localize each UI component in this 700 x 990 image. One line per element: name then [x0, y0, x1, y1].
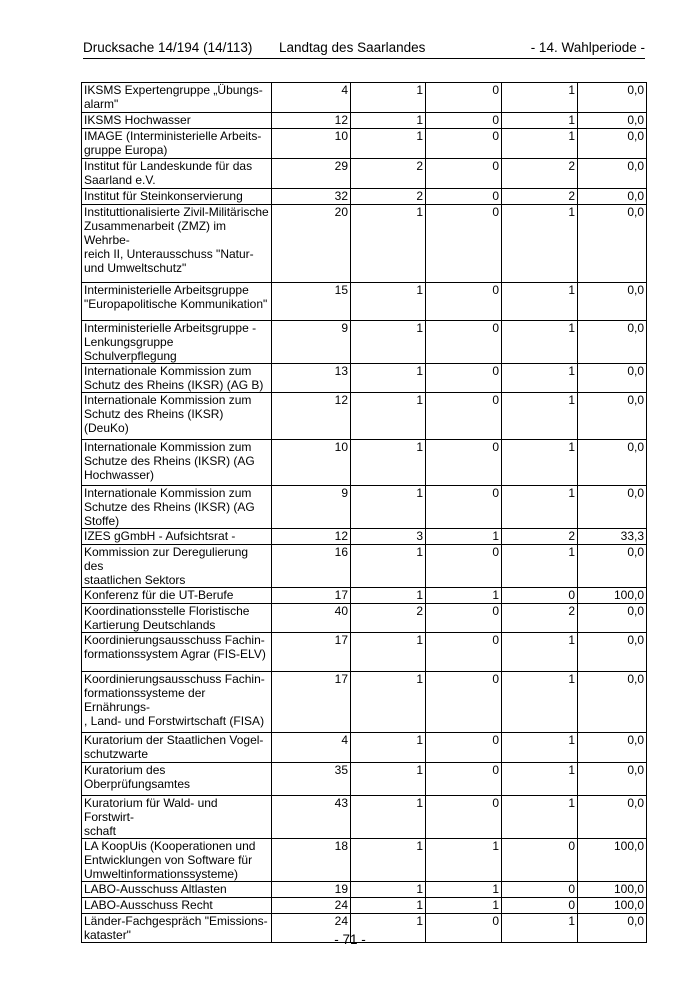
appointed-count-cell: 1 [351, 393, 426, 440]
body-name-cell: LA KoopUis (Kooperationen und Entwicklungen von Software für Umweltinformationssysteme) [82, 839, 272, 882]
women-share-cell: 0,0 [578, 159, 647, 189]
women-share-cell: 100,0 [578, 882, 647, 898]
appointed-count-cell: 1 [351, 545, 426, 588]
men-count-cell: 0 [502, 898, 578, 914]
body-name-cell: Koordinationsstelle Floristische Kartierung Deutschlands [82, 604, 272, 633]
women-share-cell: 0,0 [578, 914, 647, 943]
women-share-cell: 0,0 [578, 604, 647, 633]
appointed-count-cell: 1 [351, 882, 426, 898]
women-share-cell: 100,0 [578, 898, 647, 914]
women-count-cell: 1 [426, 529, 502, 545]
appointed-count-cell: 1 [351, 364, 426, 393]
member-count-cell: 15 [272, 283, 351, 321]
women-count-cell: 0 [426, 283, 502, 321]
men-count-cell: 1 [502, 796, 578, 839]
appointed-count-cell: 1 [351, 440, 426, 486]
member-count-cell: 9 [272, 486, 351, 529]
body-name-cell: Kuratorium für Wald- und Forstwirt- schaft [82, 796, 272, 839]
body-name-cell: Instituttionalisierte Zivil-Militärische Zusammenarbeit (ZMZ) im Wehrbe- reich II, Unterausschuss "Natur- und Umweltschutz" [82, 205, 272, 283]
member-count-cell: 12 [272, 113, 351, 129]
appointed-count-cell: 1 [351, 321, 426, 364]
women-share-cell: 0,0 [578, 364, 647, 393]
women-count-cell: 0 [426, 763, 502, 796]
body-name-cell: Internationale Kommission zum Schutze des Rheins (IKSR) (AG Hochwasser) [82, 440, 272, 486]
appointed-count-cell: 2 [351, 604, 426, 633]
women-share-cell: 0,0 [578, 440, 647, 486]
women-count-cell: 0 [426, 796, 502, 839]
women-count-cell: 1 [426, 588, 502, 604]
table-row [82, 763, 647, 796]
table-row [82, 672, 647, 733]
men-count-cell: 2 [502, 529, 578, 545]
table-row [82, 633, 647, 672]
women-count-cell: 0 [426, 545, 502, 588]
women-share-cell: 33,3 [578, 529, 647, 545]
women-share-cell: 0,0 [578, 321, 647, 364]
table-row [82, 440, 647, 486]
women-share-cell: 0,0 [578, 283, 647, 321]
men-count-cell: 0 [502, 882, 578, 898]
table-row [82, 321, 647, 364]
member-count-cell: 20 [272, 205, 351, 283]
appointed-count-cell: 1 [351, 839, 426, 882]
men-count-cell: 1 [502, 283, 578, 321]
member-count-cell: 17 [272, 672, 351, 733]
women-count-cell: 0 [426, 914, 502, 943]
appointed-count-cell: 1 [351, 733, 426, 763]
women-share-cell: 0,0 [578, 189, 647, 205]
men-count-cell: 1 [502, 83, 578, 113]
men-count-cell: 1 [502, 486, 578, 529]
women-count-cell: 0 [426, 393, 502, 440]
member-count-cell: 4 [272, 733, 351, 763]
body-name-cell: Interministerielle Arbeitsgruppe - Lenkungsgruppe Schulverpflegung [82, 321, 272, 364]
appointed-count-cell: 1 [351, 205, 426, 283]
women-share-cell: 0,0 [578, 129, 647, 159]
table-row [82, 189, 647, 205]
body-name-cell: Konferenz für die UT-Berufe [82, 588, 272, 604]
member-count-cell: 9 [272, 321, 351, 364]
member-count-cell: 13 [272, 364, 351, 393]
women-share-cell: 0,0 [578, 763, 647, 796]
men-count-cell: 1 [502, 205, 578, 283]
appointed-count-cell: 1 [351, 763, 426, 796]
member-count-cell: 40 [272, 604, 351, 633]
men-count-cell: 1 [502, 364, 578, 393]
body-name-cell: Kommission zur Deregulierung des staatlichen Sektors [82, 545, 272, 588]
table-row [82, 604, 647, 633]
body-name-cell: Institut für Landeskunde für das Saarland e.V. [82, 159, 272, 189]
men-count-cell: 1 [502, 545, 578, 588]
appointed-count-cell: 2 [351, 159, 426, 189]
member-count-cell: 32 [272, 189, 351, 205]
page-header [83, 40, 645, 58]
women-share-cell: 100,0 [578, 588, 647, 604]
table-row [82, 529, 647, 545]
women-count-cell: 0 [426, 321, 502, 364]
body-name-cell: Internationale Kommission zum Schutze des Rheins (IKSR) (AG Stoffe) [82, 486, 272, 529]
member-count-cell: 18 [272, 839, 351, 882]
table-row [82, 283, 647, 321]
table-row [82, 113, 647, 129]
table-row [82, 83, 647, 113]
women-count-cell: 0 [426, 364, 502, 393]
women-count-cell: 1 [426, 839, 502, 882]
men-count-cell: 2 [502, 159, 578, 189]
member-count-cell: 12 [272, 529, 351, 545]
table-row [82, 159, 647, 189]
legislative-period: - 14. Wahlperiode - [530, 40, 645, 55]
appointed-count-cell: 1 [351, 129, 426, 159]
body-name-cell: Internationale Kommission zum Schutz des Rheins (IKSR) (DeuKo) [82, 393, 272, 440]
women-share-cell: 0,0 [578, 486, 647, 529]
women-count-cell: 0 [426, 633, 502, 672]
member-count-cell: 24 [272, 898, 351, 914]
women-share-cell: 0,0 [578, 633, 647, 672]
women-count-cell: 0 [426, 83, 502, 113]
women-count-cell: 0 [426, 486, 502, 529]
table-row [82, 733, 647, 763]
women-share-cell: 0,0 [578, 393, 647, 440]
women-share-cell: 0,0 [578, 672, 647, 733]
appointed-count-cell: 2 [351, 189, 426, 205]
body-name-cell: Kuratorium der Staatlichen Vogel- schutzwarte [82, 733, 272, 763]
appointed-count-cell: 1 [351, 914, 426, 943]
body-name-cell: Koordinierungsausschuss Fachin- formationssysteme der Ernährungs- , Land- und Forstwirtschaft (FISA) [82, 672, 272, 733]
body-name-cell: IKSMS Hochwasser [82, 113, 272, 129]
member-count-cell: 24 [272, 914, 351, 943]
member-count-cell: 29 [272, 159, 351, 189]
body-name-cell: Koordinierungsausschuss Fachin- formationssystem Agrar (FIS-ELV) [82, 633, 272, 672]
women-share-cell: 0,0 [578, 113, 647, 129]
men-count-cell: 1 [502, 129, 578, 159]
men-count-cell: 0 [502, 588, 578, 604]
women-count-cell: 1 [426, 898, 502, 914]
women-count-cell: 0 [426, 440, 502, 486]
body-name-cell: IMAGE (Interministerielle Arbeits- gruppe Europa) [82, 129, 272, 159]
women-count-cell: 0 [426, 604, 502, 633]
women-share-cell: 100,0 [578, 839, 647, 882]
women-share-cell: 0,0 [578, 83, 647, 113]
men-count-cell: 2 [502, 604, 578, 633]
appointed-count-cell: 3 [351, 529, 426, 545]
appointed-count-cell: 1 [351, 83, 426, 113]
table-row [82, 796, 647, 839]
member-count-cell: 19 [272, 882, 351, 898]
committee-table [81, 82, 647, 943]
women-count-cell: 0 [426, 113, 502, 129]
men-count-cell: 1 [502, 113, 578, 129]
appointed-count-cell: 1 [351, 283, 426, 321]
body-name-cell: Institut für Steinkonservierung [82, 189, 272, 205]
table-row [82, 882, 647, 898]
body-name-cell: IKSMS Expertengruppe „Übungs- alarm" [82, 83, 272, 113]
table-row [82, 129, 647, 159]
men-count-cell: 2 [502, 189, 578, 205]
women-share-cell: 0,0 [578, 733, 647, 763]
member-count-cell: 17 [272, 588, 351, 604]
appointed-count-cell: 1 [351, 672, 426, 733]
women-count-cell: 0 [426, 189, 502, 205]
member-count-cell: 4 [272, 83, 351, 113]
men-count-cell: 1 [502, 321, 578, 364]
body-name-cell: Länder-Fachgespräch "Emissions- kataster" [82, 914, 272, 943]
women-count-cell: 0 [426, 129, 502, 159]
table-row [82, 839, 647, 882]
body-name-cell: LABO-Ausschuss Altlasten [82, 882, 272, 898]
table-row [82, 898, 647, 914]
women-count-cell: 0 [426, 205, 502, 283]
body-name-cell: Interministerielle Arbeitsgruppe "Europapolitische Kommunikation" [82, 283, 272, 321]
men-count-cell: 1 [502, 672, 578, 733]
document-reference: Drucksache 14/194 (14/113) [83, 40, 253, 55]
body-name-cell: Internationale Kommission zum Schutz des Rheins (IKSR) (AG B) [82, 364, 272, 393]
women-count-cell: 0 [426, 733, 502, 763]
appointed-count-cell: 1 [351, 796, 426, 839]
table-row [82, 205, 647, 283]
appointed-count-cell: 1 [351, 588, 426, 604]
men-count-cell: 1 [502, 393, 578, 440]
appointed-count-cell: 1 [351, 486, 426, 529]
women-share-cell: 0,0 [578, 545, 647, 588]
appointed-count-cell: 1 [351, 898, 426, 914]
table-row [82, 545, 647, 588]
member-count-cell: 16 [272, 545, 351, 588]
women-count-cell: 1 [426, 882, 502, 898]
member-count-cell: 10 [272, 129, 351, 159]
table-row [82, 364, 647, 393]
appointed-count-cell: 1 [351, 633, 426, 672]
table-row [82, 588, 647, 604]
men-count-cell: 1 [502, 440, 578, 486]
table-row [82, 486, 647, 529]
men-count-cell: 1 [502, 733, 578, 763]
member-count-cell: 10 [272, 440, 351, 486]
parliament-name: Landtag des Saarlandes [279, 40, 426, 55]
member-count-cell: 17 [272, 633, 351, 672]
women-share-cell: 0,0 [578, 205, 647, 283]
body-name-cell: LABO-Ausschuss Recht [82, 898, 272, 914]
member-count-cell: 43 [272, 796, 351, 839]
body-name-cell: IZES gGmbH - Aufsichtsrat - [82, 529, 272, 545]
body-name-cell: Kuratorium des Oberprüfungsamtes [82, 763, 272, 796]
member-count-cell: 35 [272, 763, 351, 796]
men-count-cell: 1 [502, 914, 578, 943]
men-count-cell: 0 [502, 839, 578, 882]
page-number: - 71 - [334, 932, 366, 947]
men-count-cell: 1 [502, 633, 578, 672]
table-body [82, 83, 647, 943]
women-count-cell: 0 [426, 159, 502, 189]
women-share-cell: 0,0 [578, 796, 647, 839]
appointed-count-cell: 1 [351, 113, 426, 129]
men-count-cell: 1 [502, 763, 578, 796]
header-rule [83, 58, 645, 59]
member-count-cell: 12 [272, 393, 351, 440]
table-row [82, 393, 647, 440]
women-count-cell: 0 [426, 672, 502, 733]
